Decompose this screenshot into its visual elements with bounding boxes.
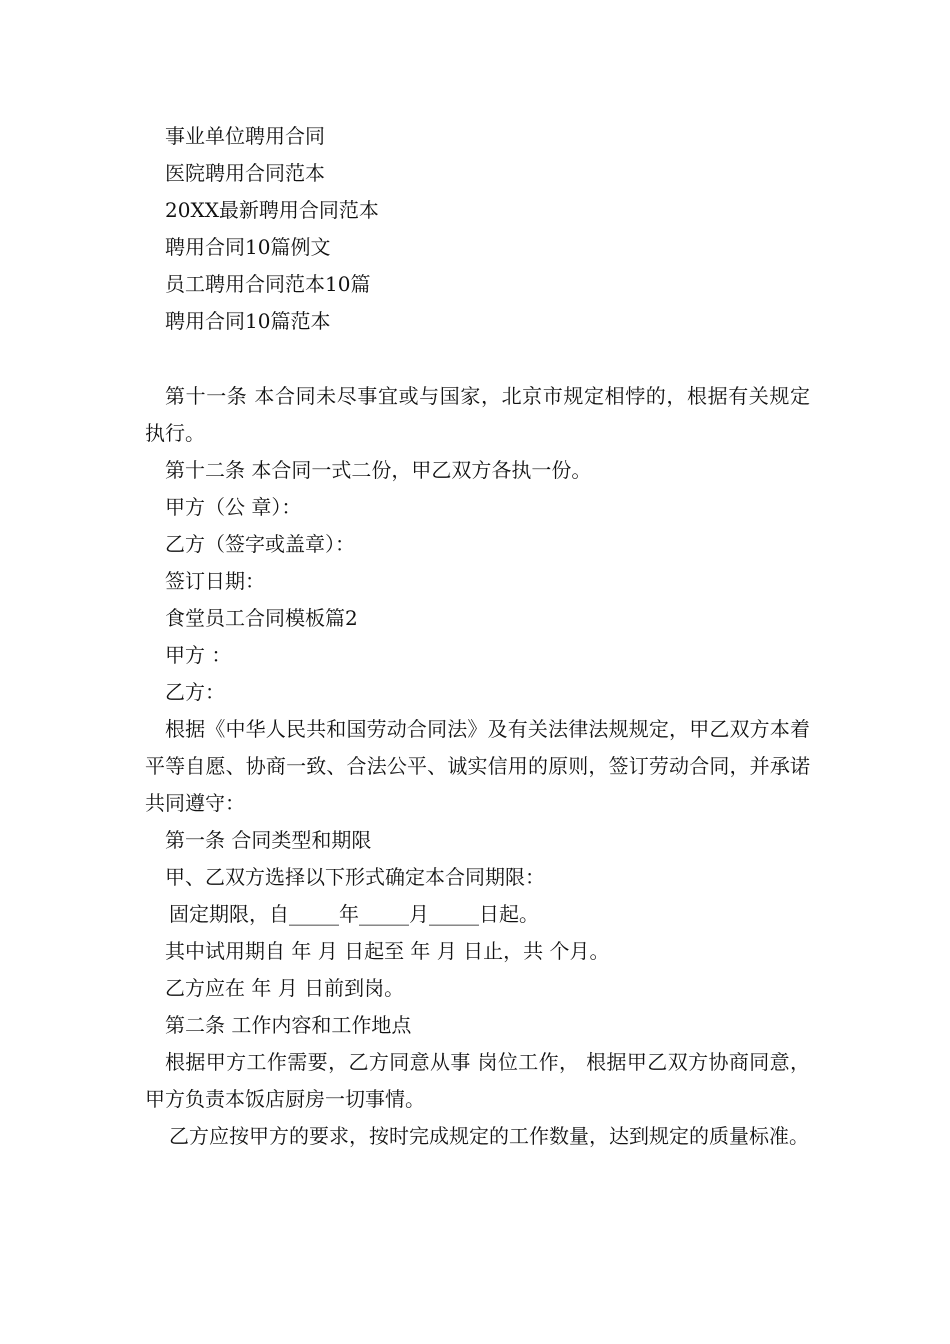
clause-one-heading: 第一条 合同类型和期限 bbox=[165, 828, 372, 852]
fixed-term-line: 固定期限，自_____年_____月_____日起。 bbox=[169, 902, 539, 926]
clause-eleven: 第十一条 本合同未尽事宜或与国家，北京市规定相悖的，根据有关规定执行。 bbox=[145, 384, 810, 445]
job-standard-paragraph: 乙方应按甲方的要求，按时完成规定的工作数量，达到规定的质量标准。 bbox=[169, 1124, 809, 1148]
clause-two-heading: 第二条 工作内容和工作地点 bbox=[165, 1013, 412, 1037]
party-a-line: 甲方 ： bbox=[165, 643, 232, 667]
preamble-paragraph: 根据《中华人民共和国劳动合同法》及有关法律法规规定，甲乙双方本着平等自愿、协商一致、合法公平、诚实信用的原则，签订劳动合同，并承诺共同遵守： bbox=[145, 717, 810, 815]
related-link[interactable]: 聘用合同10篇范本 bbox=[165, 309, 331, 333]
related-link[interactable]: 员工聘用合同范本10篇 bbox=[165, 272, 371, 296]
related-link[interactable]: 事业单位聘用合同 bbox=[165, 124, 325, 148]
job-content-paragraph: 根据甲方工作需要，乙方同意从事 岗位工作， 根据甲乙双方协商同意，甲方负责本饭店厨房一切事情。 bbox=[145, 1050, 810, 1111]
section-title: 食堂员工合同模板篇2 bbox=[165, 606, 358, 630]
probation-line: 其中试用期自 年 月 日起至 年 月 日止，共 个月。 bbox=[165, 939, 610, 963]
related-links-list bbox=[145, 118, 810, 340]
report-date-line: 乙方应在 年 月 日前到岗。 bbox=[165, 976, 405, 1000]
contract-body bbox=[145, 378, 810, 1155]
term-intro: 甲、乙双方选择以下形式确定本合同期限： bbox=[165, 865, 545, 889]
party-b-sign-line: 乙方（签字或盖章）： bbox=[165, 532, 355, 556]
related-link[interactable]: 20XX最新聘用合同范本 bbox=[165, 198, 379, 222]
party-b-line: 乙方： bbox=[165, 680, 225, 704]
clause-twelve: 第十二条 本合同一式二份，甲乙双方各执一份。 bbox=[165, 458, 592, 482]
related-link[interactable]: 医院聘用合同范本 bbox=[165, 161, 325, 185]
signing-date-line: 签订日期： bbox=[165, 569, 265, 593]
party-a-seal-line: 甲方（公 章）： bbox=[165, 495, 302, 519]
related-link[interactable]: 聘用合同10篇例文 bbox=[165, 235, 331, 259]
